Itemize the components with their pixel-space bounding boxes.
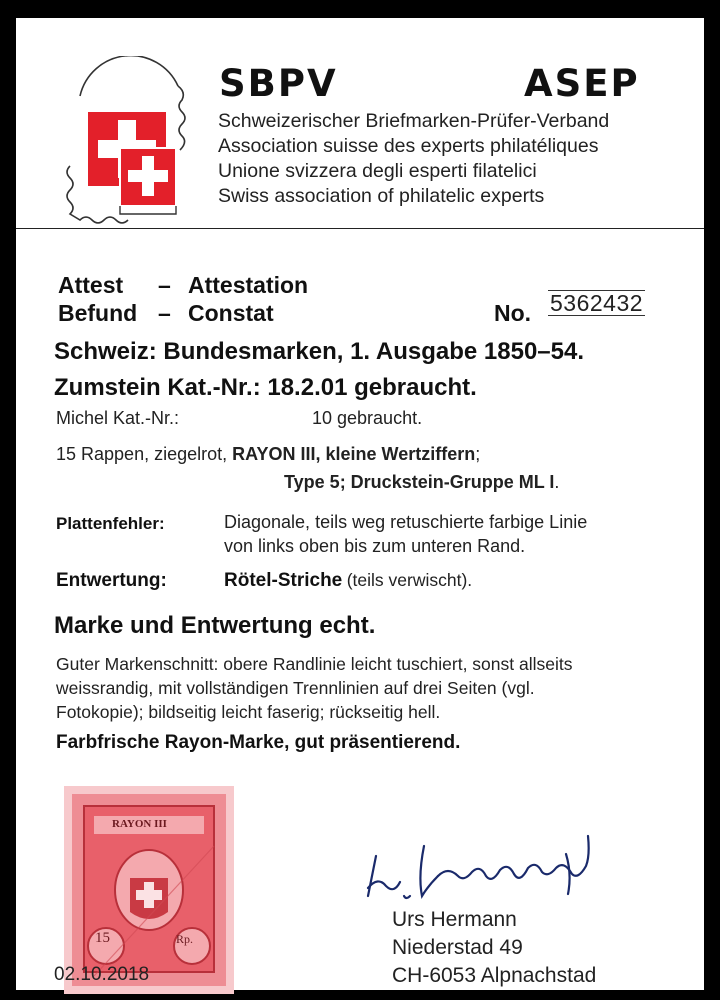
cancel-value <box>224 570 472 592</box>
cancel-type: Rötel-Striche <box>224 570 343 591</box>
condition-line-3: Fotokopie); bildseitig leicht faserig; rückseitig hell. <box>56 702 441 722</box>
certificate-number-label: No. <box>494 300 532 326</box>
title-attest: Attest <box>58 272 124 298</box>
stamp-value-right: Rp. <box>176 932 194 946</box>
plate-flaw-line-2: von links oben bis zum unteren Rand. <box>224 536 526 556</box>
description-line-2 <box>284 472 559 493</box>
association-line-fr: Association suisse des experts philatéliques <box>218 135 599 157</box>
asep-brand: ASEP <box>524 62 640 105</box>
description-plain: 15 Rappen, ziegelrot, <box>56 444 228 464</box>
title-dash-1: – <box>158 272 171 298</box>
heading-catalogue: Zumstein Kat.-Nr.: 18.2.01 gebraucht. <box>54 374 477 401</box>
title-constat: Constat <box>188 300 274 326</box>
title-attestation: Attestation <box>188 272 309 298</box>
association-line-en: Swiss association of philatelic experts <box>218 185 545 207</box>
condition-line-2: weissrandig, mit vollständigen Trennlinien auf drei Seiten (vgl. <box>56 678 535 698</box>
description-rayon: RAYON III, kleine Wertziffern <box>232 444 476 464</box>
plate-flaw-line-1: Diagonale, teils weg retuschierte farbige Linie <box>224 512 588 532</box>
sbpv-logo-icon <box>60 56 194 228</box>
michel-label: Michel Kat.-Nr.: <box>56 408 180 428</box>
description-period: . <box>554 472 560 492</box>
condition-line-1: Guter Markenschnitt: obere Randlinie leicht tuschiert, sonst allseits <box>56 654 573 674</box>
association-line-it: Unione svizzera degli esperti filatelici <box>218 160 537 182</box>
association-line-de: Schweizerischer Briefmarken-Prüfer-Verband <box>218 110 610 132</box>
expert-city: CH-6053 Alpnachstad <box>392 964 597 987</box>
cancel-note: (teils verwischt). <box>346 570 473 590</box>
description-semicolon: ; <box>475 444 481 464</box>
expert-street: Niederstad 49 <box>392 936 523 959</box>
cancel-label: Entwertung: <box>56 570 167 591</box>
stamp-top-text: RAYON III <box>112 818 167 830</box>
verdict: Marke und Entwertung echt. <box>54 612 376 639</box>
description-line-1 <box>56 444 480 465</box>
summary: Farbfrische Rayon-Marke, gut präsentierend. <box>56 732 461 753</box>
description-type: Type 5; Druckstein-Gruppe ML I <box>284 472 555 492</box>
michel-value: 10 gebraucht. <box>312 408 423 428</box>
plate-flaw-label: Plattenfehler: <box>56 514 165 533</box>
title-befund: Befund <box>58 300 138 326</box>
title-dash-2: – <box>158 300 171 326</box>
certificate-sheet <box>16 18 704 990</box>
header-divider <box>16 228 704 229</box>
heading-issue: Schweiz: Bundesmarken, 1. Ausgabe 1850–54. <box>54 338 585 365</box>
certificate-date: 02.10.2018 <box>54 964 150 985</box>
signature-icon <box>346 826 646 906</box>
sbpv-brand: SBPV <box>219 62 338 105</box>
expert-name: Urs Hermann <box>392 908 517 931</box>
stamp-value-left: 15 <box>95 930 110 946</box>
certificate-number: 5362432 <box>550 290 644 316</box>
